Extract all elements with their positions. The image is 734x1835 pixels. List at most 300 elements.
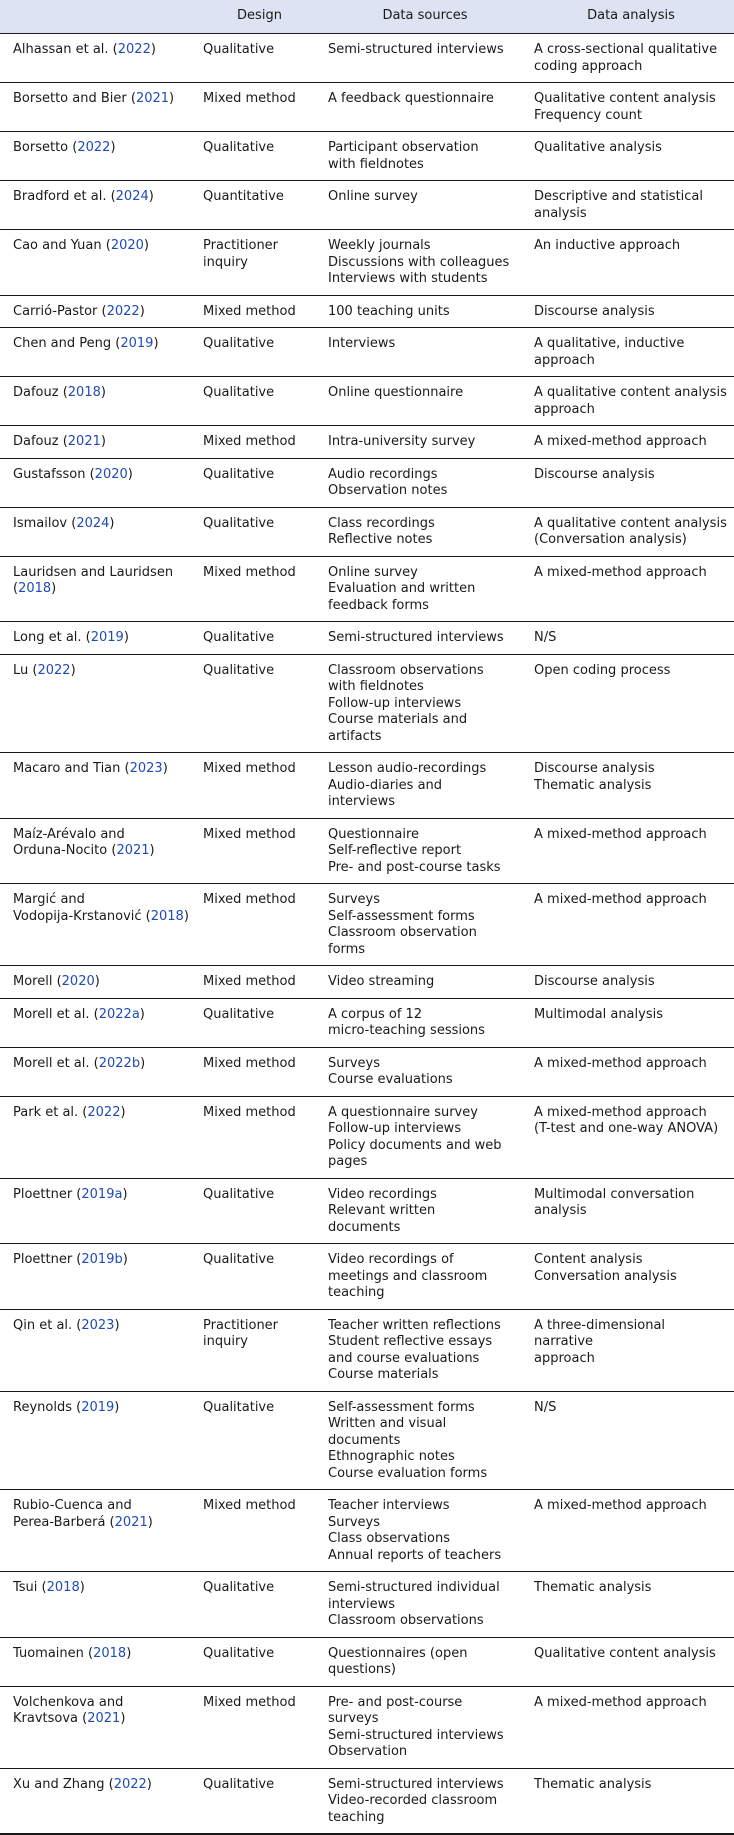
table-header [0, 0, 734, 34]
cell-data-sources [322, 966, 528, 999]
data-source-line: 100 teaching units [328, 303, 450, 319]
cell-study [0, 1244, 197, 1310]
table-row [0, 230, 734, 296]
design-line: Qualitative [203, 385, 275, 400]
data-analysis-line: approach [534, 401, 595, 417]
data-source-line: Participant observation [328, 140, 479, 155]
study-year-link: 2023 [129, 761, 163, 776]
cell-design [197, 1686, 322, 1768]
data-analysis-line: A mixed-method approach [534, 1694, 707, 1710]
design-line: Qualitative [203, 1645, 275, 1661]
design-line: Qualitative [203, 630, 275, 645]
table-row [0, 377, 734, 426]
cell-data-analysis [528, 458, 734, 507]
study-author: Maíz-Arévalo and [13, 826, 125, 842]
cell-data-analysis [528, 181, 734, 230]
data-analysis-line: coding approach [534, 58, 643, 74]
cell-data-analysis [528, 1768, 734, 1834]
table-row [0, 458, 734, 507]
cell-design [197, 818, 322, 884]
study-author: Morell et al. (2022b) [13, 1055, 146, 1071]
data-source-line: Semi-structured individual [328, 1580, 500, 1595]
cell-study [0, 132, 197, 181]
table-row [0, 1047, 734, 1096]
table-row [0, 328, 734, 377]
data-analysis-line: A qualitative content analysis [534, 385, 727, 400]
data-source-line: Interviews [328, 336, 396, 351]
cell-design [197, 230, 322, 296]
cell-design [197, 1178, 322, 1244]
data-source-line: Course materials [328, 1367, 439, 1382]
study-year-link: 2021 [87, 1711, 121, 1726]
data-source-line: questions) [328, 1662, 397, 1677]
data-source-line: teaching [328, 1809, 385, 1825]
cell-data-sources [322, 34, 528, 83]
cell-data-sources [322, 1572, 528, 1638]
study-author: Tuomainen (2018) [13, 1645, 132, 1661]
data-source-line: Surveys [328, 1055, 380, 1071]
study-year-link: 2019b [81, 1252, 123, 1267]
design-line: Qualitative [203, 1399, 275, 1415]
cell-design [197, 1572, 322, 1638]
study-author-cont: Perea-Barberá (2021) [13, 1514, 153, 1530]
cell-data-analysis [528, 622, 734, 655]
design-line: Qualitative [203, 1186, 275, 1202]
design-line: Practitioner [203, 238, 279, 253]
table-row [0, 1391, 734, 1490]
cell-design [197, 556, 322, 622]
cell-data-analysis [528, 34, 734, 83]
cell-data-analysis [528, 328, 734, 377]
cell-design [197, 1637, 322, 1686]
data-analysis-line: A mixed-method approach [534, 826, 707, 842]
data-source-line: Teacher interviews [328, 1498, 450, 1513]
cell-study [0, 426, 197, 459]
cell-data-analysis [528, 1096, 734, 1178]
data-source-line: Evaluation and written [328, 581, 476, 596]
data-source-line: Surveys [328, 1514, 380, 1530]
table-row [0, 1096, 734, 1178]
cell-study [0, 1391, 197, 1490]
cell-data-sources [322, 328, 528, 377]
data-analysis-line: A three-dimensional narrative [534, 1317, 666, 1349]
cell-data-sources [322, 998, 528, 1047]
study-author: Qin et al. (2023) [13, 1317, 120, 1333]
cell-data-sources [322, 83, 528, 132]
header-data-sources: Data sources [322, 0, 528, 34]
data-analysis-line: Descriptive and statistical [534, 189, 704, 204]
data-source-line: Video streaming [328, 974, 435, 989]
data-analysis-line: approach [534, 352, 595, 368]
study-year-link: 2022a [98, 1006, 140, 1022]
data-source-line: Online survey [328, 564, 418, 580]
cell-design [197, 181, 322, 230]
table-row [0, 34, 734, 83]
data-analysis-line: Multimodal analysis [534, 1006, 663, 1022]
study-year-link: 2023 [81, 1317, 115, 1333]
table-body [0, 34, 734, 1835]
data-analysis-line: A qualitative, inductive [534, 336, 685, 351]
data-analysis-line: Thematic analysis [534, 1580, 652, 1595]
data-source-line: Video recordings of [328, 1252, 454, 1267]
study-year-link: 2022 [106, 303, 140, 319]
study-author: Alhassan et al. (2022) [13, 42, 156, 57]
data-source-line: Questionnaire [328, 826, 420, 842]
cell-design [197, 426, 322, 459]
study-year-link: 2021 [114, 1514, 148, 1530]
study-author: Ploettner (2019a) [13, 1186, 128, 1202]
data-source-line: Interviews with students [328, 271, 488, 286]
cell-study [0, 753, 197, 819]
data-analysis-line: A qualitative content analysis [534, 515, 727, 531]
data-source-line: Reflective notes [328, 532, 433, 547]
data-source-line: Classroom observations [328, 662, 484, 678]
design-line: inquiry [203, 254, 248, 270]
cell-design [197, 83, 322, 132]
data-source-line: Course evaluations [328, 1072, 453, 1087]
study-author: Lauridsen and Lauridsen [13, 564, 174, 580]
cell-data-analysis [528, 1490, 734, 1572]
study-author: Gustafsson (2020) [13, 466, 133, 482]
table-row [0, 818, 734, 884]
cell-study [0, 458, 197, 507]
study-year-link: 2018 [67, 385, 101, 400]
cell-data-analysis [528, 1178, 734, 1244]
cell-study [0, 1768, 197, 1834]
study-author: Morell (2020) [13, 974, 100, 989]
cell-study [0, 818, 197, 884]
data-source-line: surveys [328, 1711, 379, 1726]
cell-data-sources [322, 181, 528, 230]
cell-design [197, 132, 322, 181]
data-source-line: Audio-diaries and [328, 777, 443, 793]
cell-data-sources [322, 1768, 528, 1834]
data-source-line: Ethnographic notes [328, 1449, 455, 1464]
cell-study [0, 1572, 197, 1638]
study-year-link: 2022b [98, 1055, 141, 1071]
table-row [0, 654, 734, 753]
data-source-line: interviews [328, 1596, 395, 1612]
data-source-line: Policy documents and web [328, 1137, 502, 1153]
header-data-analysis: Data analysis [528, 0, 734, 34]
design-line: Qualitative [203, 1252, 275, 1267]
data-source-line: A questionnaire survey [328, 1104, 478, 1120]
data-source-line: Class observations [328, 1531, 450, 1546]
data-analysis-line: Qualitative content analysis [534, 91, 716, 106]
cell-data-sources [322, 1096, 528, 1178]
data-source-line: Weekly journals [328, 238, 431, 253]
cell-design [197, 753, 322, 819]
cell-study [0, 83, 197, 132]
data-source-line: Self-assessment forms [328, 908, 475, 924]
design-line: Mixed method [203, 1055, 296, 1071]
data-source-line: Follow-up interviews [328, 1121, 462, 1136]
data-source-line: Discussions with colleagues [328, 254, 510, 270]
cell-design [197, 1768, 322, 1834]
design-line: Mixed method [203, 761, 296, 776]
design-line: inquiry [203, 1334, 248, 1349]
data-analysis-line: An inductive approach [534, 238, 681, 253]
cell-design [197, 377, 322, 426]
cell-design [197, 1309, 322, 1391]
table-row [0, 1309, 734, 1391]
table-row [0, 1572, 734, 1638]
design-line: Mixed method [203, 564, 296, 580]
data-source-line: feedback forms [328, 597, 429, 613]
study-author: Volchenkova and [13, 1694, 124, 1710]
design-line: Quantitative [203, 189, 284, 204]
design-line: Mixed method [203, 1498, 296, 1513]
cell-design [197, 1490, 322, 1572]
table-row [0, 1178, 734, 1244]
data-source-line: Lesson audio-recordings [328, 761, 487, 776]
data-analysis-line: Frequency count [534, 107, 642, 123]
cell-data-sources [322, 1637, 528, 1686]
design-line: Mixed method [203, 892, 296, 907]
study-author: Cao and Yuan (2020) [13, 238, 149, 253]
table-row [0, 295, 734, 328]
cell-study [0, 654, 197, 753]
data-analysis-line: Discourse analysis [534, 974, 655, 989]
cell-data-analysis [528, 556, 734, 622]
data-source-line: Observation notes [328, 483, 448, 498]
cell-data-analysis [528, 753, 734, 819]
cell-study [0, 1637, 197, 1686]
cell-data-analysis [528, 1637, 734, 1686]
data-source-line: Classroom observations [328, 1613, 484, 1628]
study-author: Park et al. (2022) [13, 1104, 126, 1120]
data-analysis-line: A mixed-method approach [534, 434, 707, 449]
data-source-line: Annual reports of teachers [328, 1547, 502, 1563]
data-analysis-line: Discourse analysis [534, 761, 655, 776]
cell-study [0, 1178, 197, 1244]
table-row [0, 556, 734, 622]
cell-study [0, 556, 197, 622]
study-author: Margić and [13, 892, 85, 907]
design-line: Qualitative [203, 1006, 275, 1022]
data-source-line: Semi-structured interviews [328, 42, 504, 57]
data-source-line: Teacher written reflections [328, 1317, 501, 1333]
data-source-line: Video-recorded classroom [328, 1793, 498, 1808]
cell-study [0, 377, 197, 426]
cell-design [197, 998, 322, 1047]
design-line: Mixed method [203, 1694, 296, 1710]
cell-data-sources [322, 1047, 528, 1096]
design-line: Qualitative [203, 140, 275, 155]
study-author: Bradford et al. (2024) [13, 189, 154, 204]
cell-design [197, 34, 322, 83]
study-author: Xu and Zhang (2022) [13, 1776, 152, 1792]
table-row [0, 1490, 734, 1572]
data-source-line: Intra-university survey [328, 434, 476, 449]
study-author-cont: (2018) [13, 581, 57, 596]
data-analysis-line: analysis [534, 205, 587, 221]
study-author: Long et al. (2019) [13, 630, 129, 645]
cell-study [0, 1686, 197, 1768]
study-author-cont: Kravtsova (2021) [13, 1711, 126, 1726]
cell-design [197, 1096, 322, 1178]
table-row [0, 998, 734, 1047]
design-line: Qualitative [203, 42, 275, 57]
cell-data-analysis [528, 1391, 734, 1490]
study-year-link: 2024 [115, 189, 149, 204]
cell-study [0, 998, 197, 1047]
study-author: Lu (2022) [13, 662, 76, 678]
data-source-line: with fieldnotes [328, 156, 424, 172]
data-source-line: Semi-structured interviews [328, 630, 504, 645]
cell-study [0, 34, 197, 83]
study-year-link: 2022 [77, 140, 111, 155]
cell-data-sources [322, 1309, 528, 1391]
cell-data-analysis [528, 884, 734, 966]
cell-design [197, 295, 322, 328]
data-source-line: Audio recordings [328, 466, 438, 482]
design-line: Mixed method [203, 434, 296, 449]
cell-data-analysis [528, 998, 734, 1047]
data-source-line: Self-reflective report [328, 843, 462, 858]
header-study [0, 0, 197, 34]
data-source-line: Observation [328, 1744, 408, 1759]
data-source-line: Questionnaires (open [328, 1645, 468, 1661]
study-year-link: 2022 [37, 662, 71, 678]
table-row [0, 1768, 734, 1834]
cell-data-analysis [528, 83, 734, 132]
header-row [0, 0, 734, 34]
study-year-link: 2019a [81, 1186, 123, 1202]
data-source-line: A corpus of 12 [328, 1006, 423, 1022]
study-author: Macaro and Tian (2023) [13, 761, 168, 776]
study-year-link: 2018 [18, 581, 52, 596]
cell-data-analysis [528, 1572, 734, 1638]
study-year-link: 2022 [87, 1104, 121, 1120]
data-source-line: with fieldnotes [328, 679, 424, 694]
design-line: Mixed method [203, 303, 296, 319]
data-analysis-line: A mixed-method approach [534, 1104, 707, 1120]
data-source-line: Online survey [328, 189, 418, 204]
cell-design [197, 622, 322, 655]
data-source-line: forms [328, 941, 366, 957]
study-year-link: 2020 [94, 466, 128, 482]
table-row [0, 83, 734, 132]
cell-study [0, 1096, 197, 1178]
data-source-line: Semi-structured interviews [328, 1727, 504, 1743]
cell-data-sources [322, 132, 528, 181]
study-author: Rubio-Cuenca and [13, 1498, 132, 1513]
cell-data-sources [322, 377, 528, 426]
cell-study [0, 295, 197, 328]
study-year-link: 2021 [135, 91, 170, 106]
table-row [0, 753, 734, 819]
study-year-link: 2020 [110, 238, 144, 253]
data-analysis-line: Content analysis [534, 1252, 643, 1267]
data-analysis-line: A mixed-method approach [534, 1498, 707, 1513]
cell-design [197, 1244, 322, 1310]
design-line: Mixed method [203, 1104, 296, 1120]
data-source-line: Self-assessment forms [328, 1399, 475, 1415]
data-source-line: Relevant written [328, 1203, 436, 1218]
data-source-line: Course materials and [328, 712, 468, 727]
study-year-link: 2018 [93, 1645, 127, 1661]
study-year-link: 2018 [150, 908, 184, 924]
data-source-line: Pre- and post-course [328, 1694, 463, 1710]
data-source-line: Classroom observation [328, 925, 477, 940]
data-analysis-line: Qualitative analysis [534, 140, 662, 155]
data-analysis-line: Multimodal conversation [534, 1186, 695, 1202]
design-line: Qualitative [203, 336, 275, 351]
data-analysis-line: analysis [534, 1203, 587, 1218]
cell-data-sources [322, 1178, 528, 1244]
cell-design [197, 654, 322, 753]
study-year-link: 2022 [113, 1776, 147, 1792]
data-source-line: Online questionnaire [328, 385, 464, 400]
cell-study [0, 966, 197, 999]
study-year-link: 2018 [46, 1580, 80, 1595]
study-author: Carrió-Pastor (2022) [13, 303, 145, 319]
cell-data-analysis [528, 654, 734, 753]
data-source-line: A feedback questionnaire [328, 91, 494, 106]
study-author: Ismailov (2024) [13, 515, 115, 531]
design-line: Practitioner [203, 1317, 279, 1333]
cell-data-analysis [528, 426, 734, 459]
study-year-link: 2020 [61, 974, 95, 989]
data-analysis-line: Qualitative content analysis [534, 1645, 716, 1661]
data-source-line: documents [328, 1432, 401, 1448]
study-author-cont: Vodopija-Krstanović (2018) [13, 908, 189, 924]
cell-data-sources [322, 1244, 528, 1310]
data-source-line: artifacts [328, 728, 382, 744]
cell-study [0, 1047, 197, 1096]
study-year-link: 2022 [117, 42, 151, 57]
table-row [0, 1244, 734, 1310]
table-row [0, 181, 734, 230]
data-analysis-line: Discourse analysis [534, 466, 655, 482]
data-analysis-line: A mixed-method approach [534, 564, 707, 580]
cell-design [197, 458, 322, 507]
data-analysis-line: A mixed-method approach [534, 1055, 707, 1071]
cell-data-analysis [528, 1686, 734, 1768]
cell-study [0, 230, 197, 296]
data-analysis-line: Thematic analysis [534, 777, 652, 793]
design-line: Mixed method [203, 826, 296, 842]
data-analysis-line: (Conversation analysis) [534, 532, 687, 547]
table-row [0, 1686, 734, 1768]
data-source-line: Student reflective essays [328, 1334, 493, 1349]
cell-data-sources [322, 1490, 528, 1572]
study-year-link: 2019 [120, 336, 154, 351]
cell-design [197, 328, 322, 377]
study-author: Dafouz (2021) [13, 434, 106, 449]
cell-data-sources [322, 818, 528, 884]
study-author: Reynolds (2019) [13, 1399, 120, 1415]
data-analysis-line: A cross-sectional qualitative [534, 42, 718, 57]
header-design: Design [197, 0, 322, 34]
data-source-line: Surveys [328, 892, 380, 907]
study-author: Morell et al. (2022a) [13, 1006, 145, 1022]
cell-data-sources [322, 556, 528, 622]
table-row [0, 132, 734, 181]
cell-study [0, 328, 197, 377]
cell-data-sources [322, 230, 528, 296]
data-analysis-line: N/S [534, 630, 557, 645]
data-analysis-line: (T-test and one-way ANOVA) [534, 1121, 719, 1136]
cell-data-sources [322, 1686, 528, 1768]
cell-study [0, 181, 197, 230]
cell-data-analysis [528, 1309, 734, 1391]
cell-data-analysis [528, 818, 734, 884]
data-analysis-line: approach [534, 1350, 595, 1366]
table-row [0, 966, 734, 999]
cell-study [0, 1490, 197, 1572]
